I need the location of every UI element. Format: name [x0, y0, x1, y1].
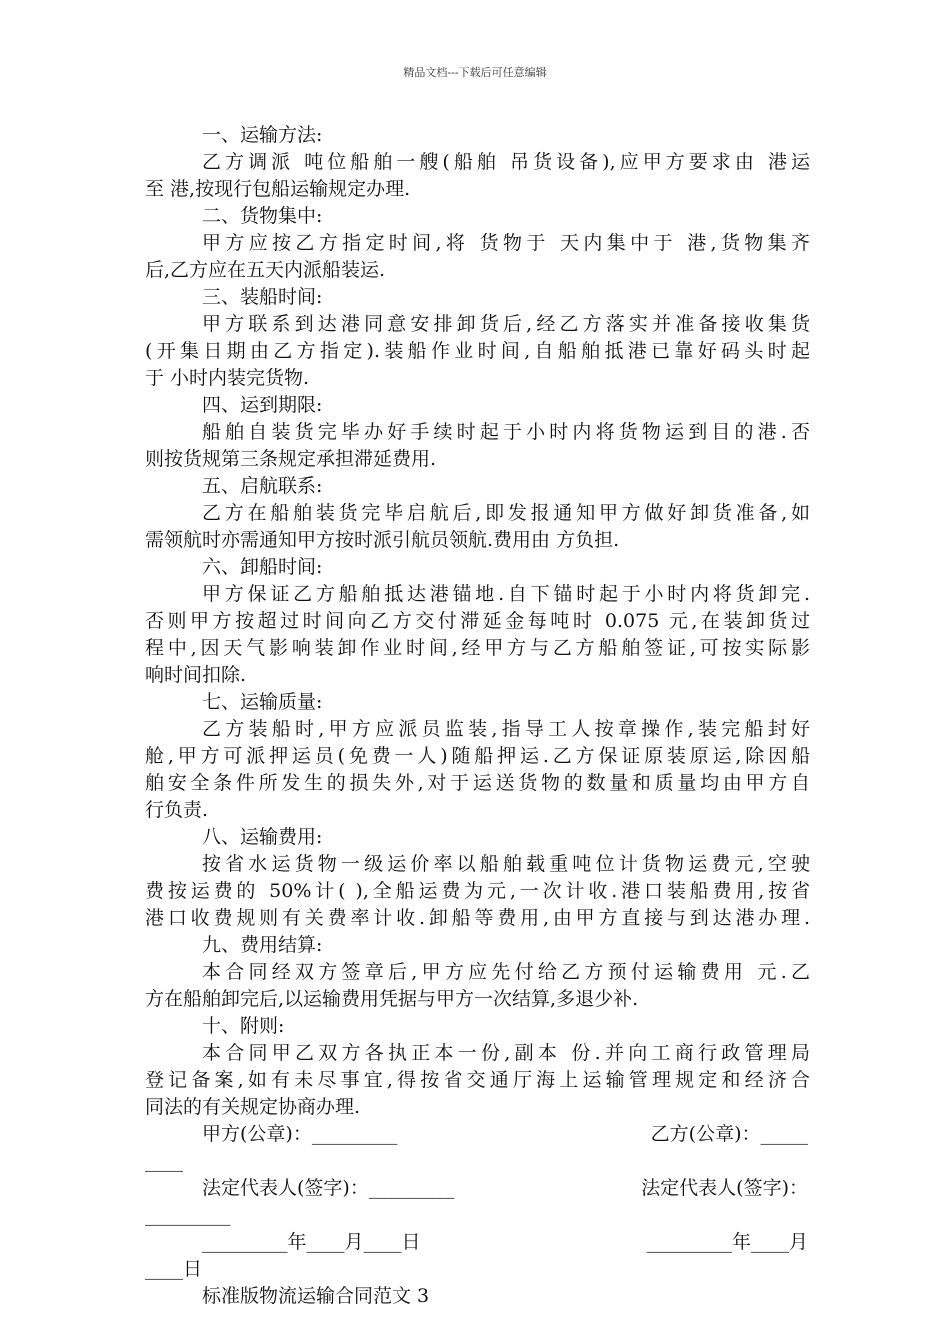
paragraph-line: 甲方保证乙方船舶抵达港锚地.自下锚时起于小时内将货卸完.	[202, 583, 810, 605]
paragraph-line: 于 小时内装完货物.	[145, 367, 310, 389]
signature-row-date	[145, 1229, 810, 1256]
paragraph-line: 乙方在船舶装货完毕启航后,即发报通知甲方做好卸货准备,如	[202, 502, 810, 524]
paragraph-line: 甲方联系到达港同意安排卸货后,经乙方落实并准备接收集货	[202, 313, 810, 335]
section-heading: 八、运输费用:	[202, 826, 323, 848]
paragraph-line: 港口收费规则有关费率计收.卸船等费用,由甲方直接与到达港办理.	[145, 907, 810, 929]
section-heading: 五、启航联系:	[202, 475, 323, 497]
signature-row-representative	[145, 1175, 810, 1202]
paragraph-line: 后,乙方应在五天内派船装运.	[145, 259, 386, 281]
paragraph-line: 舱,甲方可派押运员(免费一人)随船押运.乙方保证原装原运,除因船	[145, 745, 810, 767]
section-heading: 三、装船时间:	[202, 286, 323, 308]
party-a-date: _________年____月____日	[202, 1231, 421, 1253]
paragraph-line: 方在船舶卸完后,以运输费用凭据与甲方一次结算,多退少补.	[145, 988, 639, 1010]
paragraph-line: 甲方应按乙方指定时间,将 货物于 天内集中于 港,货物集齐	[202, 232, 810, 254]
footer-title-row	[145, 1283, 810, 1310]
next-document-title: 标准版物流运输合同范文 3	[202, 1285, 430, 1307]
paragraph-line: 则按货规第三条规定承担滞延费用.	[145, 448, 437, 470]
signature-row-date-wrap	[145, 1256, 810, 1283]
page-header: 精品文档---下载后可任意编辑	[403, 66, 547, 79]
party-b-date-continued: ____日	[145, 1258, 203, 1280]
party-b-date: _________年____月	[646, 1231, 808, 1253]
paragraph-line: 程中,因天气影响装卸作业时间,经甲方与乙方船舶签证,可按实际影	[145, 637, 810, 659]
section-heading: 七、运输质量:	[202, 691, 323, 713]
paragraph-line: 登记备案,如有未尽事宜,得按省交通厅海上运输管理规定和经济合	[145, 1069, 810, 1091]
paragraph-line: (开集日期由乙方指定).装船作业时间,自船舶抵港已靠好码头时起	[145, 340, 810, 362]
paragraph-line: 舶安全条件所发生的损失外,对于运送货物的数量和质量均由甲方自	[145, 772, 810, 794]
section-heading: 九、费用结算:	[202, 934, 323, 956]
party-a-representative: 法定代表人(签字)：_________	[202, 1177, 455, 1199]
paragraph-line: 费按运费的 50%计( ),全船运费为元,一次计收.港口装船费用,按省	[145, 880, 810, 902]
document-body	[145, 122, 810, 1310]
party-a-seal: 甲方(公章)：_________	[202, 1123, 398, 1145]
paragraph-line: 按省水运货物一级运价率以船舶载重吨位计货物运费元,空驶	[202, 853, 810, 875]
party-b-representative-continued: _________	[145, 1204, 231, 1226]
paragraph-line: 行负责.	[145, 799, 209, 821]
section-heading: 十、附则:	[202, 1015, 285, 1037]
paragraph-line: 乙方调派 吨位船舶一艘(船舶 吊货设备),应甲方要求由 港运	[202, 151, 810, 173]
paragraph-line: 本合同甲乙双方各执正本一份,副本 份.并向工商行政管理局	[202, 1042, 810, 1064]
paragraph-line: 至 港,按现行包船运输规定办理.	[145, 178, 411, 200]
signature-row-representative-wrap	[145, 1202, 810, 1229]
section-heading: 四、运到期限:	[202, 394, 323, 416]
party-b-representative: 法定代表人(签字)：	[641, 1177, 808, 1199]
paragraph-line: 船舶自装货完毕办好手续时起于小时内将货物运到目的港.否	[202, 421, 810, 443]
section-heading: 二、货物集中:	[202, 205, 323, 227]
section-heading: 六、卸船时间:	[202, 556, 323, 578]
section-heading: 一、运输方法:	[202, 124, 323, 146]
signature-row-seal-wrap	[145, 1148, 810, 1175]
paragraph-line: 否则甲方按超过时间向乙方交付滞延金每吨时 0.075 元,在装卸货过	[145, 610, 810, 632]
paragraph-line: 响时间扣除.	[145, 664, 247, 686]
party-b-seal-continued: ____	[145, 1150, 183, 1172]
paragraph-line: 同法的有关规定协商办理.	[145, 1096, 361, 1118]
paragraph-line: 乙方装船时,甲方应派员监装,指导工人按章操作,装完船封好	[202, 718, 810, 740]
paragraph-line: 需领航时亦需通知甲方按时派引航员领航.费用由 方负担.	[145, 529, 620, 551]
signature-row-seal	[145, 1121, 810, 1148]
party-b-seal: 乙方(公章)：_____	[650, 1123, 808, 1145]
paragraph-line: 本合同经双方签章后,甲方应先付给乙方预付运输费用 元.乙	[202, 961, 810, 983]
